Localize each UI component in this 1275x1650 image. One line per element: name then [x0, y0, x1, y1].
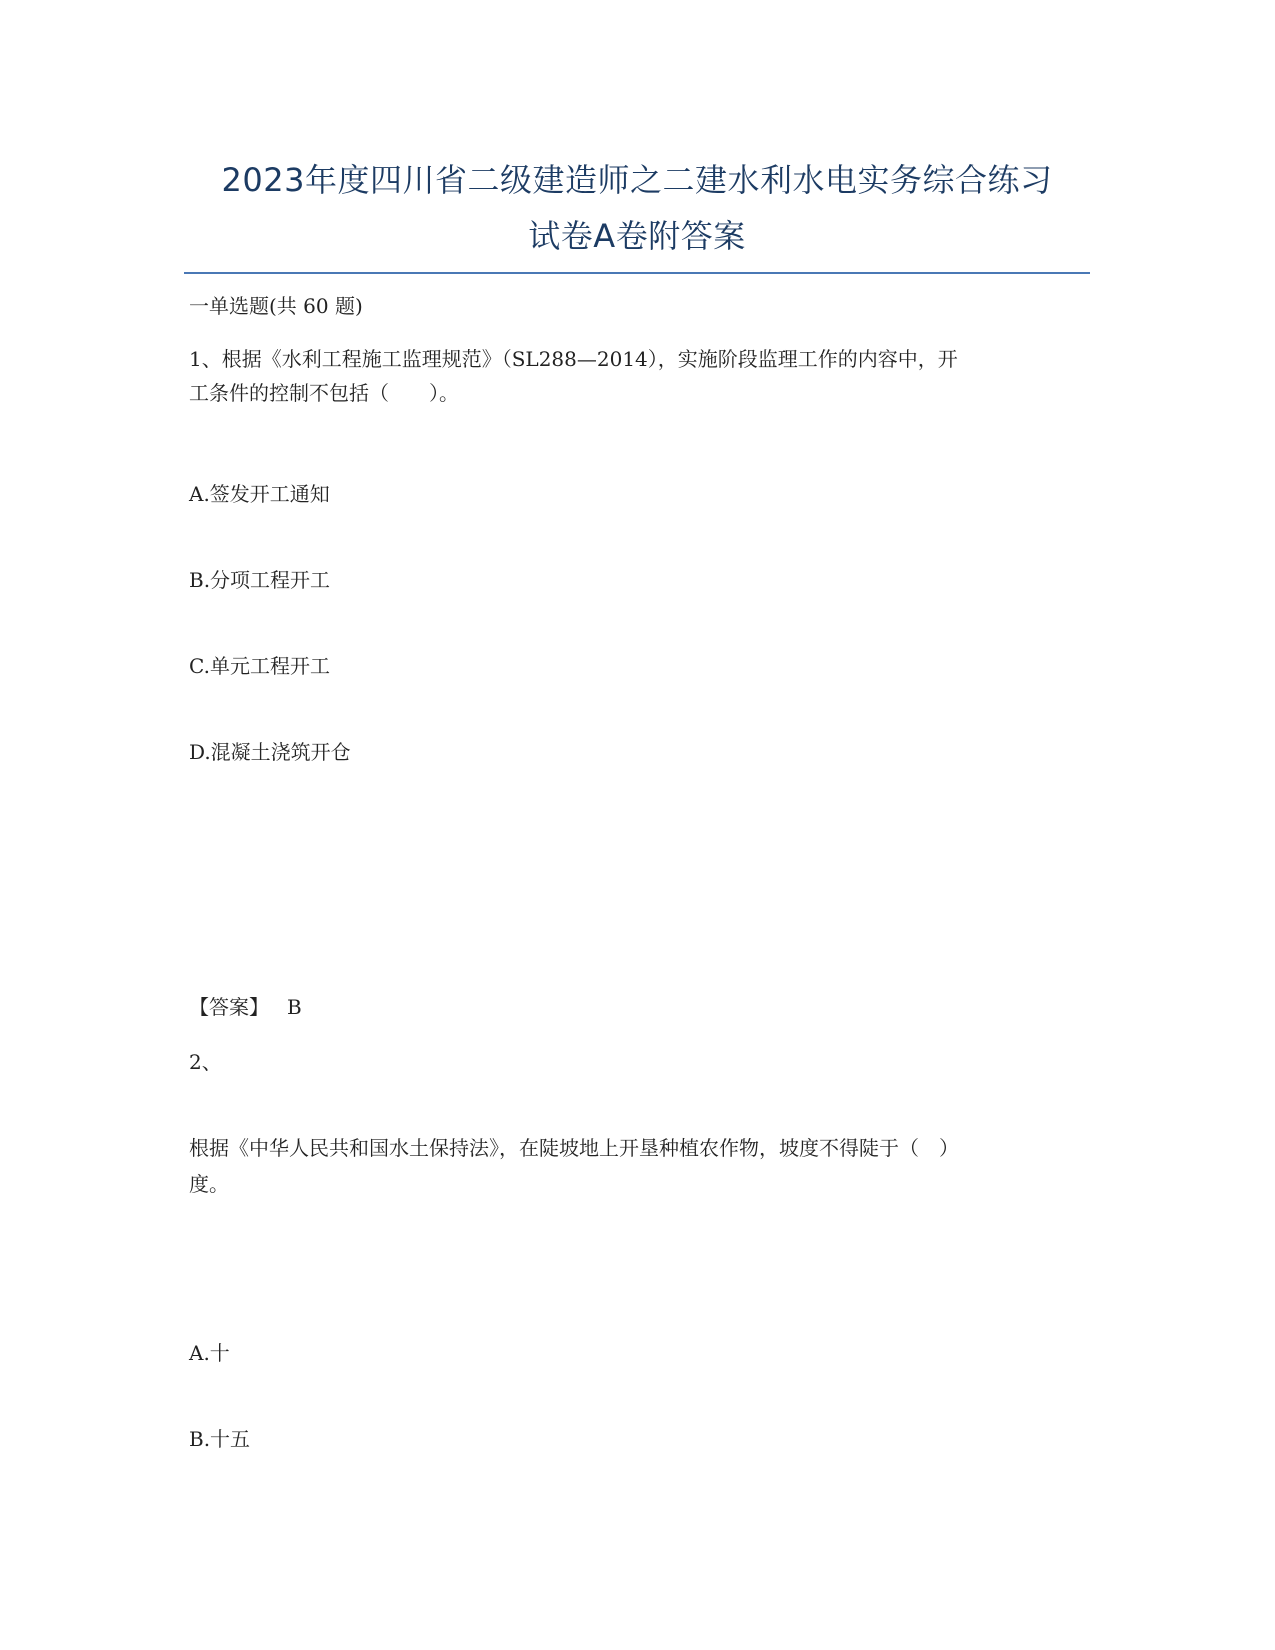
question-1-option-d: D.混凝土浇筑开仓	[189, 740, 351, 764]
question-1-stem-line-1: 1、根据《水利工程施工监理规范》（SL288—2014），实施阶段监理工作的内容中，开	[189, 347, 958, 371]
question-2-stem-line-2: 度。	[189, 1172, 229, 1196]
document-title-line-2: 试卷A卷附答案	[528, 217, 746, 255]
question-2-stem-line-1: 根据《中华人民共和国水土保持法》，在陡坡地上开垦种植农作物，坡度不得陡于（ ）	[189, 1136, 959, 1160]
question-2-option-a: A.十	[189, 1341, 230, 1365]
answer-label: 【答案】	[189, 995, 269, 1019]
question-1-stem-line-2: 工条件的控制不包括（ ）。	[189, 381, 459, 405]
title-divider	[184, 272, 1090, 274]
document-title	[184, 152, 1090, 264]
question-1-answer	[189, 990, 302, 1024]
answer-value: B	[287, 995, 302, 1019]
question-2-number: 2、	[189, 1050, 222, 1074]
question-1-option-c: C.单元工程开工	[189, 654, 330, 678]
question-1-option-a: A.签发开工通知	[189, 482, 330, 506]
question-1-option-b: B.分项工程开工	[189, 568, 331, 592]
section-heading: 一单选题(共 60 题)	[189, 294, 363, 318]
question-2-option-b: B.十五	[189, 1427, 251, 1451]
document-title-line-1: 2023年度四川省二级建造师之二建水利水电实务综合练习	[221, 161, 1053, 199]
